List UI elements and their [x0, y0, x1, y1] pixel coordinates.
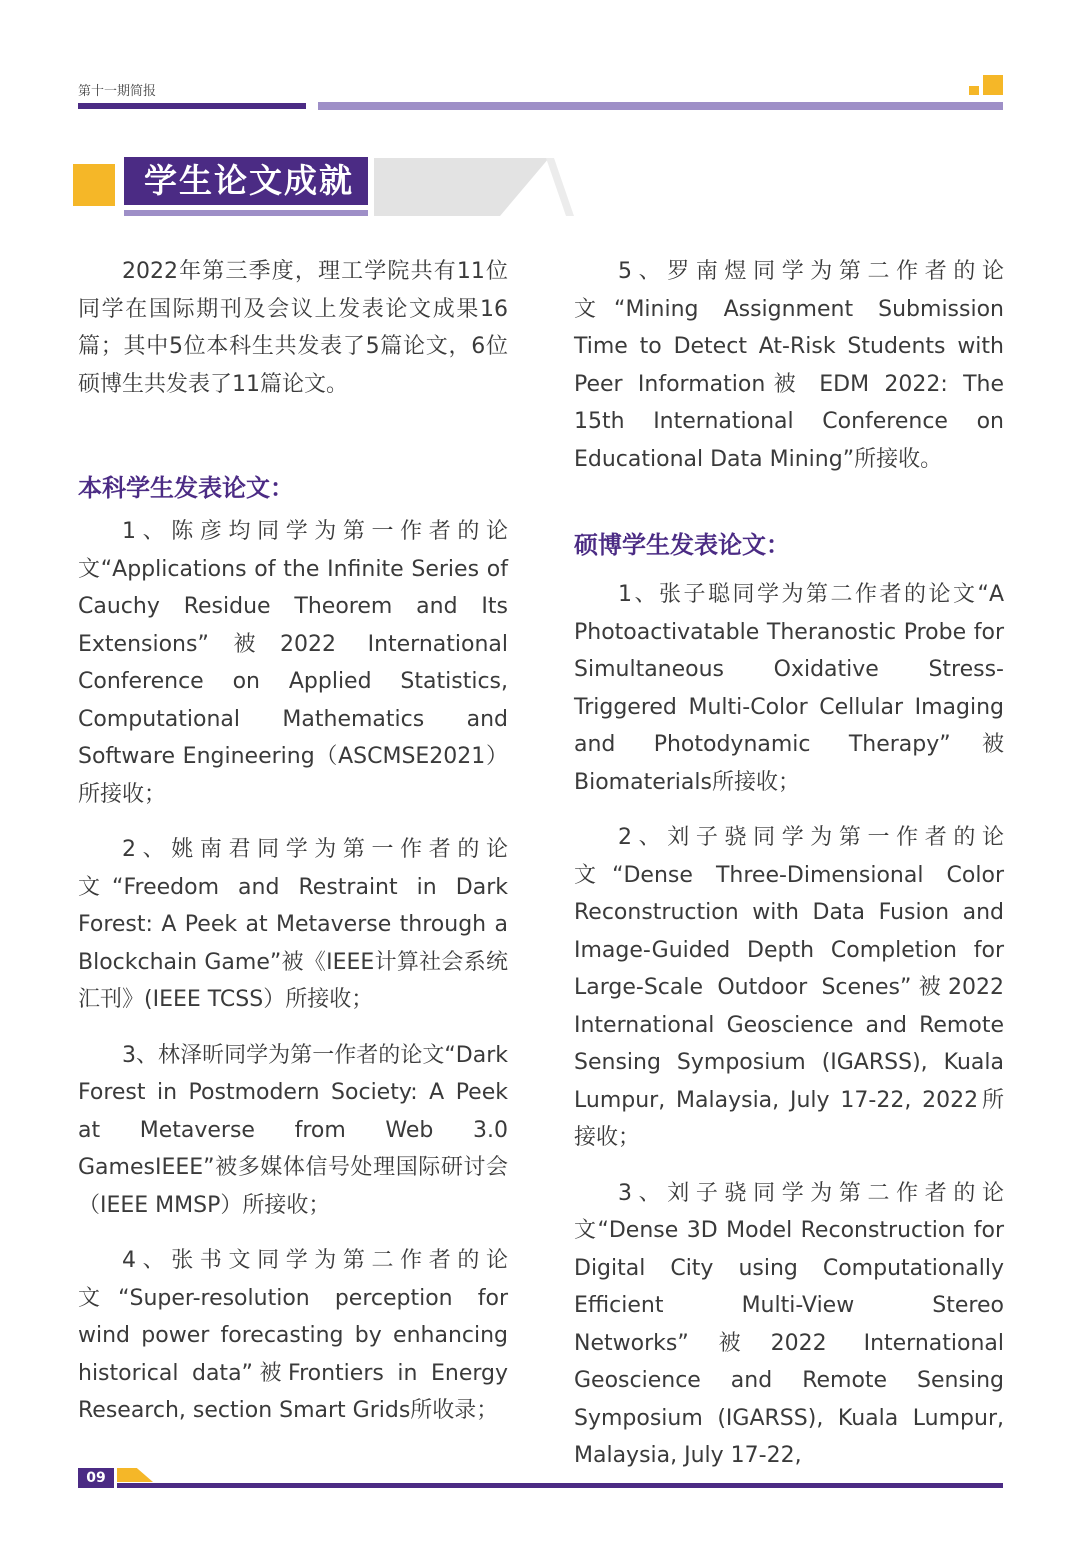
footer-divider [117, 1483, 1003, 1488]
undergrad-paper-3: 3、林泽昕同学为第一作者的论文“Dark Forest in Postmodern Society: A Peek at Metaverse from Web 3.0 GamesIEEE”被多媒体信号处理国际研讨会（IEEE MMSP）所接收； [78, 1042, 508, 1218]
graduate-paper-1: 1、张子聪同学为第二作者的论文“A Photoactivatable Theranostic Probe for Simultaneous Oxidative Stress-Triggered Multi-Color Cellular Imaging and Photodynamic Therapy”被Biomaterials所接收； [574, 582, 1004, 795]
graduate-paper-3: 3、刘子骁同学为第二作者的论文“Dense 3D Model Reconstruction for Digital City using Computationally Efficient Multi-View Stereo Networks”被2022 International Geoscience and Remote Sensing Symposium (IGARSS), Kuala Lumpur, Malaysia, July 17-22, [574, 1180, 1004, 1468]
intro-paragraph: 2022年第三季度，理工学院共有11位同学在国际期刊及会议上发表论文成果16篇；其中5位本科生共发表了5篇论文，6位硕博生共发表了11篇论文。 [78, 259, 508, 397]
graduate-paper-2: 2、刘子骁同学为第一作者的论文“Dense Three-Dimensional Color Reconstruction with Data Fusion and Image-Guided Depth Completion for Large-Scale Outdoor Scenes”被2022 International Geoscience and Remote Sensing Symposium (IGARSS), Kuala Lumpur, Malaysia, July 17-22, 2022所接收； [574, 825, 1004, 1150]
header-square-large [983, 75, 1003, 95]
left-column [78, 253, 508, 1430]
undergrad-paper-1: 1、陈彦均同学为第一作者的论文“Applications of the Infinite Series of Cauchy Residue Theorem and Its Extensions”被2022 International Conference on Applied Statistics, Computational Mathematics and Software Engineering（ASCMSE2021）所接收； [78, 519, 508, 807]
undergrad-paper-4: 4、张书文同学为第二作者的论文“Super-resolution perception for wind power forecasting by enhancing historical data”被Frontiers in Energy Research, section Smart Grids所收录； [78, 1248, 508, 1423]
header-divider-dark [78, 103, 306, 109]
right-column [574, 253, 1004, 1475]
footer-yellow-tab [117, 1468, 153, 1482]
undergrad-paper-5: 5、罗南煜同学为第二作者的论文“Mining Assignment Submission Time to Detect At-Risk Students with Peer Information被 EDM 2022: The 15th International Conference on Educational Data Mining”所接收。 [574, 259, 1004, 472]
issue-label: 第十一期简报 [78, 84, 157, 99]
header-divider-light [318, 102, 1003, 110]
header-square-small [969, 86, 979, 95]
banner-yellow-block [73, 164, 115, 206]
undergrad-paper-2: 2、姚南君同学为第一作者的论文“Freedom and Restraint in Dark Forest: A Peek at Metaverse through a Blockchain Game”被《IEEE计算社会系统汇刊》(IEEE TCSS）所接收； [78, 837, 508, 1012]
graduate-heading: 硕博学生发表论文： [574, 531, 790, 559]
undergrad-heading: 本科学生发表论文： [78, 474, 294, 502]
section-title: 学生论文成就 [124, 157, 368, 205]
page-number: 09 [78, 1468, 114, 1488]
section-title-underline [124, 210, 368, 216]
banner-gray-shape [374, 158, 549, 216]
